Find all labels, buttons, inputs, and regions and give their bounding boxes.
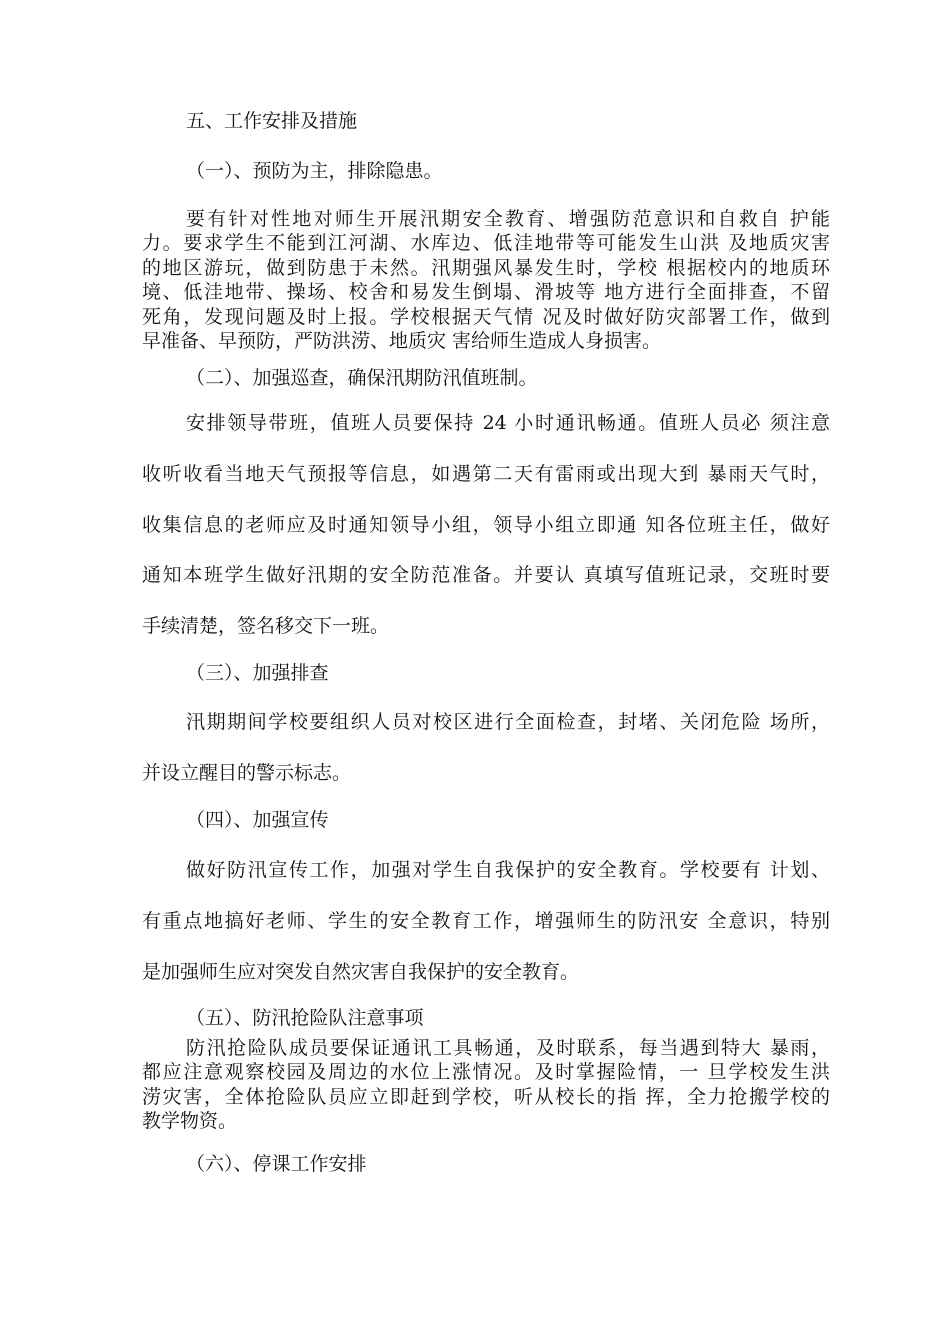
paragraph-3 xyxy=(142,697,830,799)
paragraph-line: 教学物资。 xyxy=(142,1110,238,1133)
paragraph-4 xyxy=(142,845,830,997)
paragraph-line: 力。要求学生不能到江河湖、水库边、低洼地带等可能发生山洪 及地质灾害 xyxy=(142,232,830,255)
paragraph-line: 有重点地搞好老师、学生的安全教育工作，增强师生的防汛安 全意识，特别 xyxy=(142,909,830,932)
paragraph-line: 汛期期间学校要组织人员对校区进行全面检查，封堵、关闭危险 场所， xyxy=(186,711,830,733)
paragraph-line: 防汛抢险队成员要保证通讯工具畅通，及时联系，每当遇到特大 暴雨， xyxy=(186,1037,830,1059)
subsection-title-text: （五）、防汛抢险队注意事项 xyxy=(186,1007,424,1029)
paragraph-line: 收集信息的老师应及时通知领导小组，领导小组立即通 知各位班主任，做好 xyxy=(142,513,830,536)
paragraph-5 xyxy=(142,1036,830,1134)
paragraph-line: 安排领导带班，值班人员要保持 24 小时通讯畅通。值班人员必 须注意 xyxy=(186,412,830,434)
subsection-title-5 xyxy=(186,1004,826,1032)
subsection-title-text: （四）、加强宣传 xyxy=(186,809,329,831)
paragraph-line: 死角，发现问题及时上报。学校根据天气情 况及时做好防灾部署工作，做到 xyxy=(142,305,830,328)
subsection-title-text: （一）、预防为主，排除隐患。 xyxy=(186,160,443,182)
paragraph-2 xyxy=(142,398,830,652)
paragraph-line: 都应注意观察校园及周边的水位上涨情况。及时掌握险情，一 旦学校发生洪 xyxy=(142,1061,830,1084)
subsection-title-text: （三）、加强排查 xyxy=(186,662,329,684)
subsection-title-4 xyxy=(186,806,826,834)
subsection-title-text: （二）、加强巡查，确保汛期防汛值班制。 xyxy=(186,367,538,389)
paragraph-line: 并设立醒目的警示标志。 xyxy=(142,761,352,784)
paragraph-line: 是加强师生应对突发自然灾害自我保护的安全教育。 xyxy=(142,960,580,983)
paragraph-line: 通知本班学生做好汛期的安全防范准备。并要认 真填写值班记录，交班时要 xyxy=(142,564,830,587)
paragraph-line: 做好防汛宣传工作，加强对学生自我保护的安全教育。学校要有 计划、 xyxy=(186,859,830,881)
subsection-title-text: （六）、停课工作安排 xyxy=(186,1153,367,1175)
section-heading-5 xyxy=(186,107,826,135)
paragraph-line: 涝灾害，全体抢险队员应立即赶到学校，听从校长的指 挥，全力抢搬学校的 xyxy=(142,1085,830,1108)
paragraph-line: 的地区游玩，做到防患于未然。汛期强风暴发生时，学校 根据校内的地质环 xyxy=(142,256,830,279)
subsection-title-3 xyxy=(186,659,826,687)
subsection-title-1 xyxy=(186,157,826,185)
paragraph-line: 早准备、早预防，严防洪涝、地质灾 害给师生造成人身损害。 xyxy=(142,329,662,352)
paragraph-1 xyxy=(142,207,830,353)
subsection-title-6 xyxy=(186,1150,826,1178)
paragraph-line: 手续清楚，签名移交下一班。 xyxy=(142,615,390,638)
heading-text: 五、工作安排及措施 xyxy=(186,110,358,132)
paragraph-line: 境、低洼地带、操场、校舍和易发生倒塌、滑坡等 地方进行全面排查，不留 xyxy=(142,281,830,304)
paragraph-line: 要有针对性地对师生开展汛期安全教育、增强防范意识和自救自 护能 xyxy=(186,208,830,230)
paragraph-line: 收听收看当地天气预报等信息，如遇第二天有雷雨或出现大到 暴雨天气时， xyxy=(142,462,830,485)
subsection-title-2 xyxy=(186,364,826,392)
